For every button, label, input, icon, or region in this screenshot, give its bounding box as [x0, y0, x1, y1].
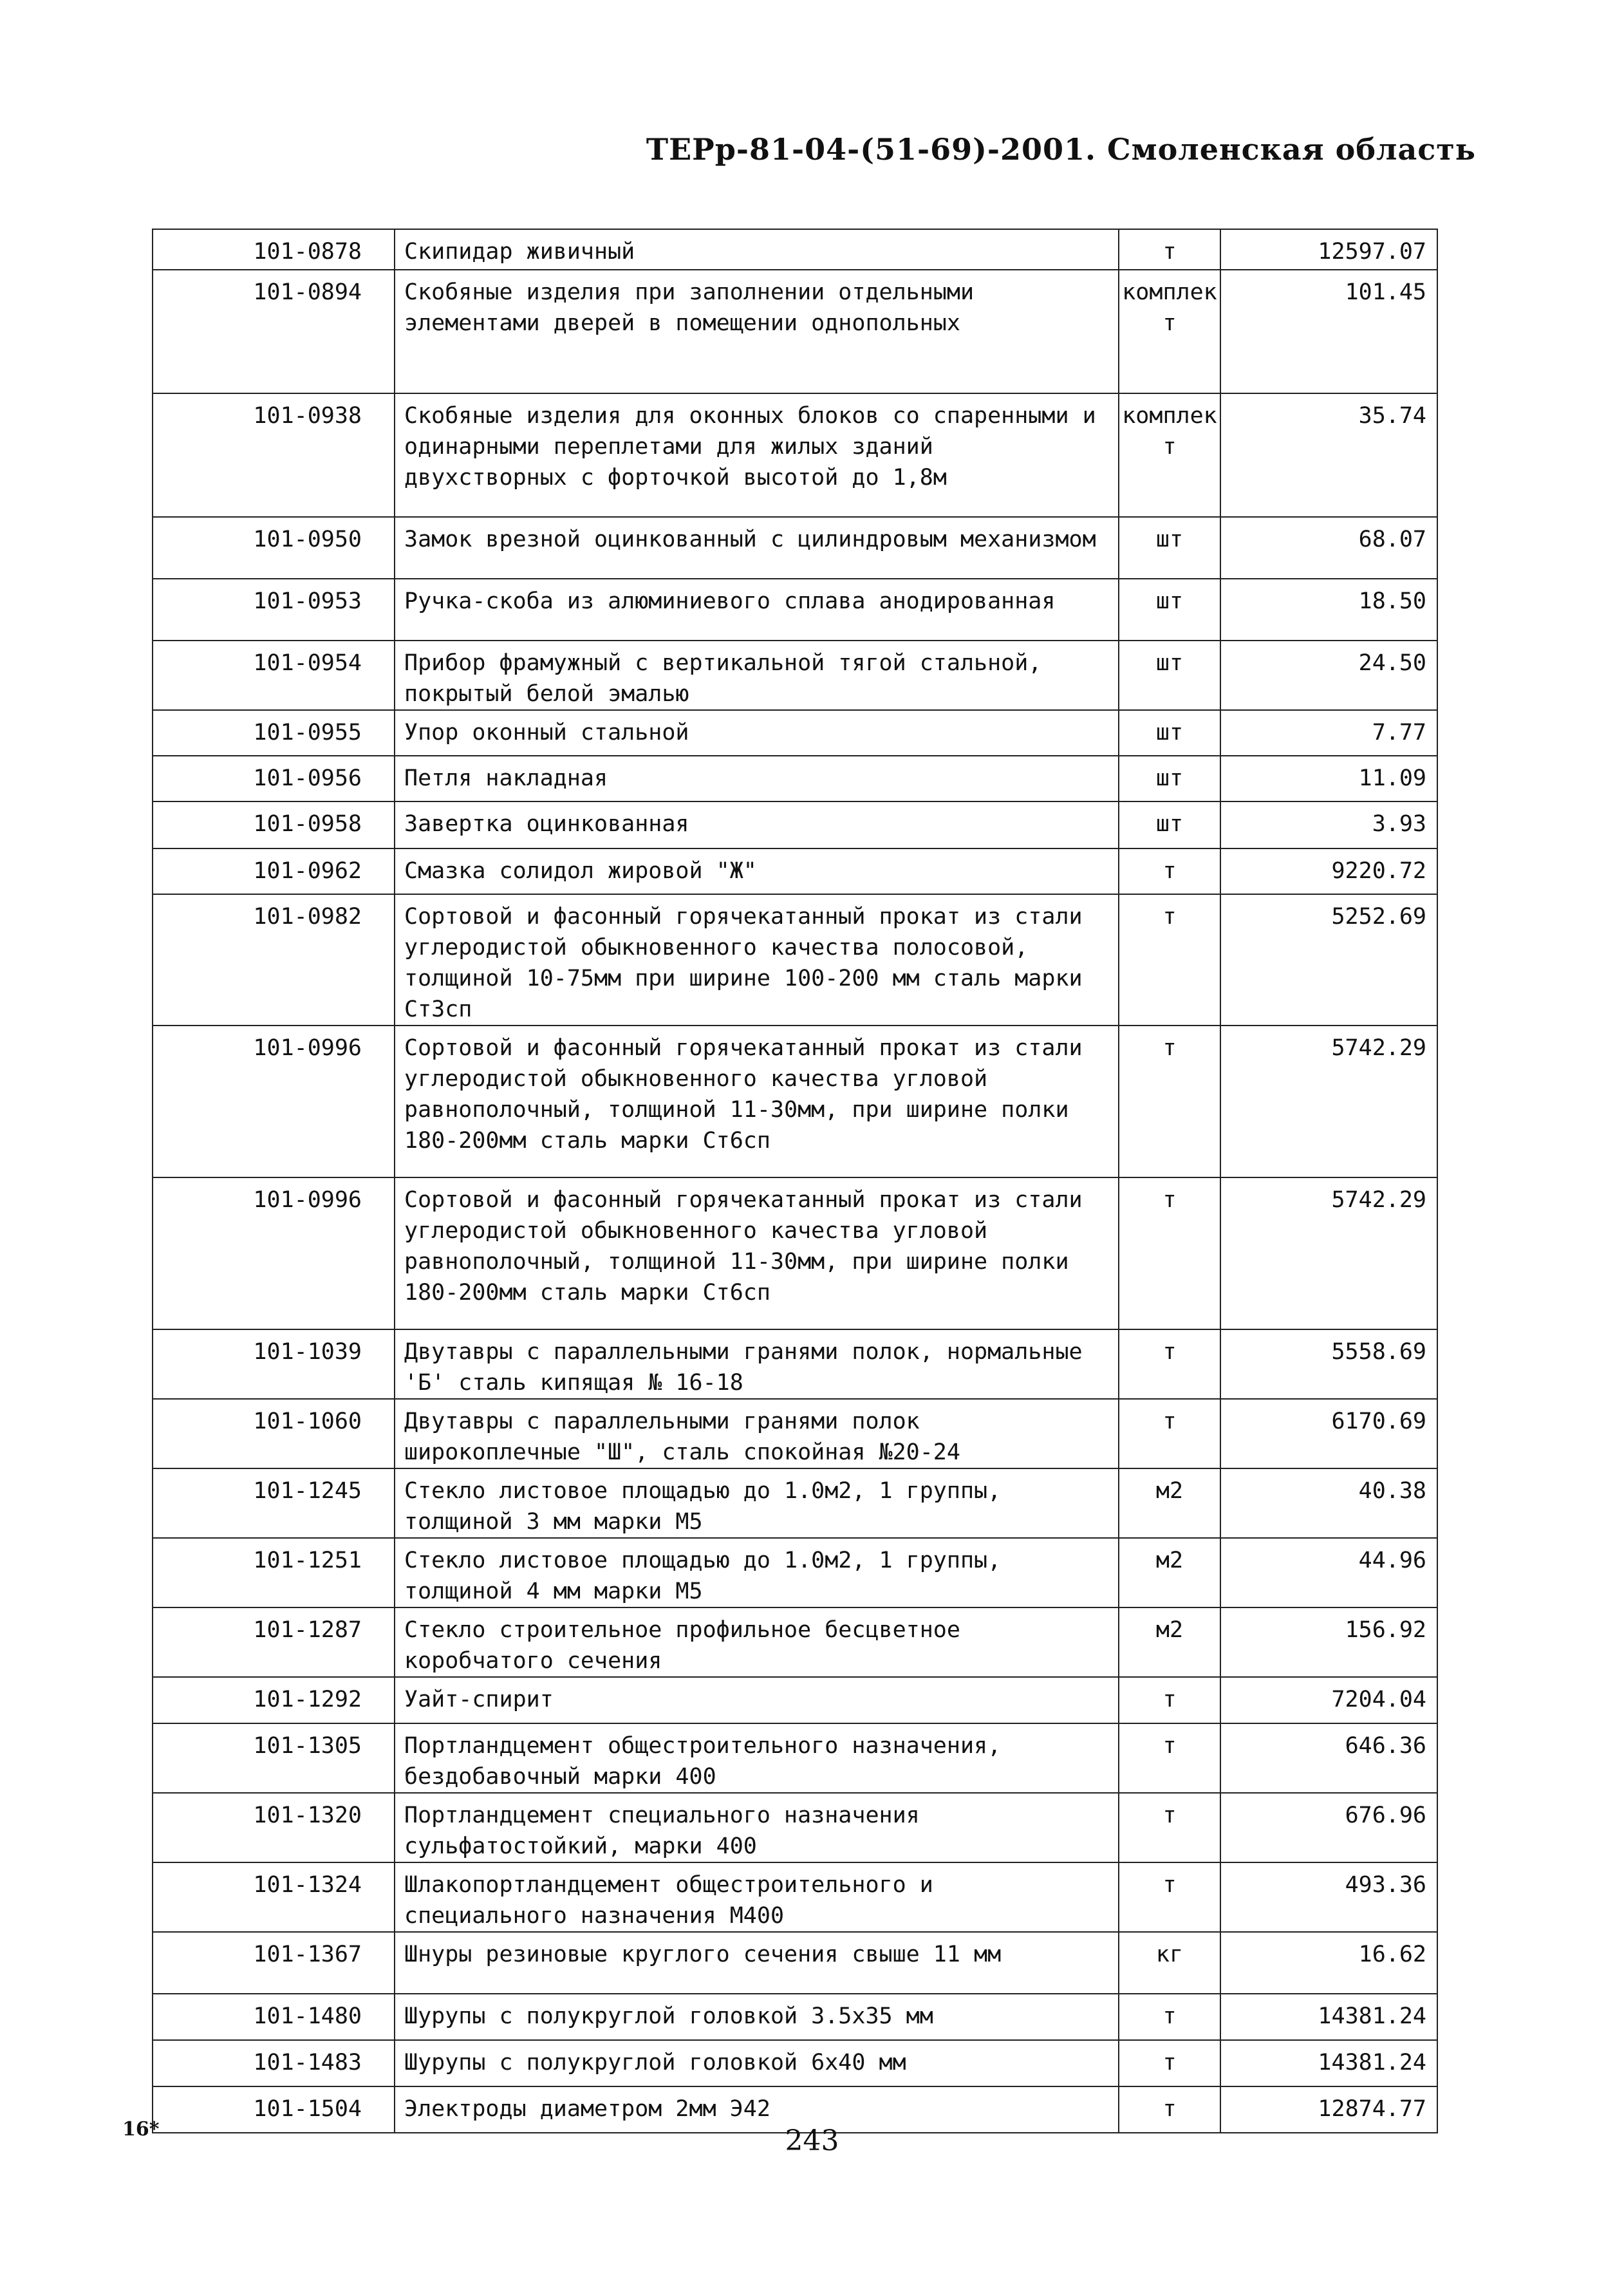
- row-code: 101-1039: [153, 1329, 395, 1399]
- row-unit: т: [1119, 1026, 1220, 1177]
- row-name: Стекло листовое площадью до 1.0м2, 1 группы, толщиной 3 мм марки М5: [395, 1468, 1119, 1538]
- table-row: [153, 641, 1437, 710]
- table-row: [153, 710, 1437, 756]
- row-name: Стекло листовое площадью до 1.0м2, 1 группы, толщиной 4 мм марки М5: [395, 1538, 1119, 1607]
- table-row: [153, 1177, 1437, 1329]
- row-name: Портландцемент общестроительного назначения, бездобавочный марки 400: [395, 1723, 1119, 1793]
- table-row: [153, 1468, 1437, 1538]
- row-name: Скобяные изделия при заполнении отдельными элементами дверей в помещении однопольных: [395, 270, 1119, 393]
- row-price: 5558.69: [1220, 1329, 1437, 1399]
- row-name: Шурупы с полукруглой головкой 6х40 мм: [395, 2040, 1119, 2086]
- row-price: 5252.69: [1220, 894, 1437, 1026]
- row-name: Замок врезной оцинкованный с цилиндровым механизмом: [395, 517, 1119, 579]
- row-price: 5742.29: [1220, 1026, 1437, 1177]
- row-code: 101-1251: [153, 1538, 395, 1607]
- table-row: [153, 894, 1437, 1026]
- row-unit: комплек т: [1119, 270, 1220, 393]
- row-price: 11.09: [1220, 756, 1437, 801]
- row-name: Уайт-спирит: [395, 1677, 1119, 1723]
- row-price: 5742.29: [1220, 1177, 1437, 1329]
- row-code: 101-0958: [153, 801, 395, 848]
- row-price: 7.77: [1220, 710, 1437, 756]
- row-unit: т: [1119, 2086, 1220, 2133]
- row-name: Сортовой и фасонный горячекатанный прокат из стали углеродистой обыкновенного качества полосовой, толщиной 10-75мм при ширине 100-200 мм сталь марки Ст3сп: [395, 894, 1119, 1026]
- row-price: 12874.77: [1220, 2086, 1437, 2133]
- row-price: 16.62: [1220, 1932, 1437, 1994]
- row-code: 101-1324: [153, 1862, 395, 1932]
- row-price: 44.96: [1220, 1538, 1437, 1607]
- row-code: 101-1060: [153, 1399, 395, 1468]
- table-row: [153, 848, 1437, 894]
- row-unit: т: [1119, 1862, 1220, 1932]
- table-row: [153, 756, 1437, 801]
- row-code: 101-1287: [153, 1607, 395, 1677]
- table-row: [153, 1793, 1437, 1862]
- row-unit: шт: [1119, 641, 1220, 710]
- row-code: 101-0996: [153, 1026, 395, 1177]
- table-row: [153, 1026, 1437, 1177]
- row-unit: т: [1119, 1723, 1220, 1793]
- row-code: 101-0962: [153, 848, 395, 894]
- row-price: 493.36: [1220, 1862, 1437, 1932]
- row-code: 101-1483: [153, 2040, 395, 2086]
- row-unit: шт: [1119, 801, 1220, 848]
- row-unit: комплек т: [1119, 393, 1220, 517]
- row-price: 646.36: [1220, 1723, 1437, 1793]
- row-name: Двутавры с параллельными гранями полок широкоплечные "Ш", сталь спокойная №20-24: [395, 1399, 1119, 1468]
- row-code: 101-0982: [153, 894, 395, 1026]
- row-price: 6170.69: [1220, 1399, 1437, 1468]
- row-name: Ручка-скоба из алюминиевого сплава анодированная: [395, 579, 1119, 641]
- table-row: [153, 1677, 1437, 1723]
- row-code: 101-0894: [153, 270, 395, 393]
- row-name: Прибор фрамужный с вертикальной тягой стальной, покрытый белой эмалью: [395, 641, 1119, 710]
- row-price: 24.50: [1220, 641, 1437, 710]
- row-name: Шнуры резиновые круглого сечения свыше 11 мм: [395, 1932, 1119, 1994]
- row-name: Портландцемент специального назначения сульфатостойкий, марки 400: [395, 1793, 1119, 1862]
- row-code: 101-0956: [153, 756, 395, 801]
- row-unit: м2: [1119, 1468, 1220, 1538]
- row-price: 101.45: [1220, 270, 1437, 393]
- row-name: Скипидар живичный: [395, 229, 1119, 270]
- row-unit: т: [1119, 894, 1220, 1026]
- row-price: 7204.04: [1220, 1677, 1437, 1723]
- row-price: 18.50: [1220, 579, 1437, 641]
- row-unit: шт: [1119, 710, 1220, 756]
- table-row: [153, 1723, 1437, 1793]
- row-name: Двутавры с параллельными гранями полок, нормальные 'Б' сталь кипящая № 16-18: [395, 1329, 1119, 1399]
- row-price: 3.93: [1220, 801, 1437, 848]
- row-code: 101-0950: [153, 517, 395, 579]
- page-number: 243: [785, 2124, 839, 2157]
- row-price: 14381.24: [1220, 2040, 1437, 2086]
- footnote-mark: 16*: [122, 2118, 160, 2141]
- row-name: Шурупы с полукруглой головкой 3.5х35 мм: [395, 1994, 1119, 2040]
- row-unit: т: [1119, 1793, 1220, 1862]
- page-header-title: ТЕРр-81-04-(51-69)-2001. Смоленская область: [646, 132, 1476, 167]
- table-row: [153, 1399, 1437, 1468]
- table-row: [153, 579, 1437, 641]
- row-unit: т: [1119, 229, 1220, 270]
- row-price: 676.96: [1220, 1793, 1437, 1862]
- row-name: Электроды диаметром 2мм Э42: [395, 2086, 1119, 2133]
- table-row: [153, 270, 1437, 393]
- row-name: Сортовой и фасонный горячекатанный прокат из стали углеродистой обыкновенного качества угловой равнополочный, толщиной 11-30мм, при ширине полки 180-200мм сталь марки Ст6сп: [395, 1177, 1119, 1329]
- table-row: [153, 1994, 1437, 2040]
- table-row: [153, 229, 1437, 270]
- row-unit: т: [1119, 2040, 1220, 2086]
- price-table: [152, 229, 1438, 2133]
- row-price: 35.74: [1220, 393, 1437, 517]
- row-code: 101-0938: [153, 393, 395, 517]
- row-code: 101-1320: [153, 1793, 395, 1862]
- row-price: 40.38: [1220, 1468, 1437, 1538]
- row-unit: шт: [1119, 756, 1220, 801]
- row-unit: т: [1119, 1994, 1220, 2040]
- row-unit: шт: [1119, 579, 1220, 641]
- row-price: 68.07: [1220, 517, 1437, 579]
- row-unit: т: [1119, 1329, 1220, 1399]
- row-name: Завертка оцинкованная: [395, 801, 1119, 848]
- row-unit: т: [1119, 848, 1220, 894]
- table-row: [153, 1862, 1437, 1932]
- row-code: 101-0878: [153, 229, 395, 270]
- row-unit: т: [1119, 1177, 1220, 1329]
- table-row: [153, 2040, 1437, 2086]
- row-name: Упор оконный стальной: [395, 710, 1119, 756]
- row-code: 101-1367: [153, 1932, 395, 1994]
- row-name: Петля накладная: [395, 756, 1119, 801]
- row-code: 101-1292: [153, 1677, 395, 1723]
- table-row: [153, 517, 1437, 579]
- table-row: [153, 393, 1437, 517]
- row-unit: шт: [1119, 517, 1220, 579]
- row-price: 12597.07: [1220, 229, 1437, 270]
- row-name: Скобяные изделия для оконных блоков со спаренными и одинарными переплетами для жилых зданий двухстворных с форточкой высотой до 1,8м: [395, 393, 1119, 517]
- table-row: [153, 1607, 1437, 1677]
- row-name: Стекло строительное профильное бесцветное коробчатого сечения: [395, 1607, 1119, 1677]
- row-code: 101-0955: [153, 710, 395, 756]
- price-table-body: [153, 229, 1437, 2133]
- table-row: [153, 1932, 1437, 1994]
- row-unit: кг: [1119, 1932, 1220, 1994]
- table-row: [153, 801, 1437, 848]
- row-unit: м2: [1119, 1607, 1220, 1677]
- row-code: 101-1504: [153, 2086, 395, 2133]
- row-unit: м2: [1119, 1538, 1220, 1607]
- table-row: [153, 1329, 1437, 1399]
- row-code: 101-0996: [153, 1177, 395, 1329]
- row-code: 101-0954: [153, 641, 395, 710]
- row-unit: т: [1119, 1399, 1220, 1468]
- row-name: Смазка солидол жировой "Ж": [395, 848, 1119, 894]
- row-unit: т: [1119, 1677, 1220, 1723]
- row-code: 101-1245: [153, 1468, 395, 1538]
- row-code: 101-1480: [153, 1994, 395, 2040]
- row-name: Сортовой и фасонный горячекатанный прокат из стали углеродистой обыкновенного качества угловой равнополочный, толщиной 11-30мм, при ширине полки 180-200мм сталь марки Ст6сп: [395, 1026, 1119, 1177]
- row-code: 101-1305: [153, 1723, 395, 1793]
- row-price: 156.92: [1220, 1607, 1437, 1677]
- row-code: 101-0953: [153, 579, 395, 641]
- row-name: Шлакопортландцемент общестроительного и специального назначения М400: [395, 1862, 1119, 1932]
- table-row: [153, 1538, 1437, 1607]
- row-price: 9220.72: [1220, 848, 1437, 894]
- row-price: 14381.24: [1220, 1994, 1437, 2040]
